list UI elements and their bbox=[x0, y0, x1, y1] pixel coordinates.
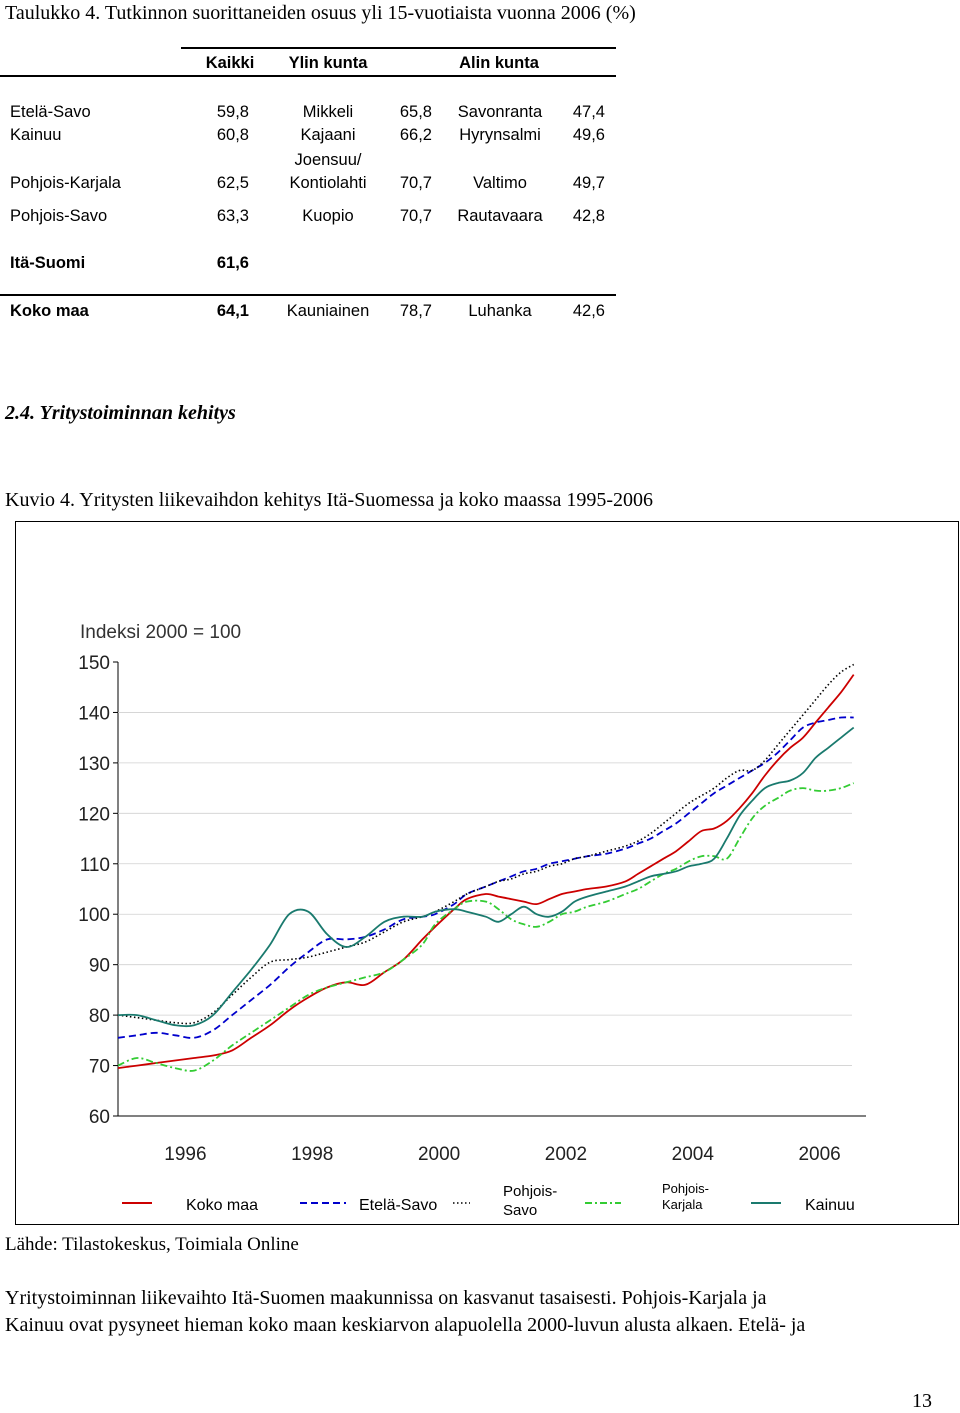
figure-caption: Kuvio 4. Yritysten liikevaihdon kehitys Itä-Suomessa ja koko maassa 1995-2006 bbox=[5, 489, 654, 511]
legend-label-pohjois-savo-2: Savo bbox=[503, 1202, 538, 1219]
x-tick-label: 1996 bbox=[164, 1144, 207, 1165]
y-axis-label: Indeksi 2000 = 100 bbox=[80, 622, 242, 643]
series-line-pohjois-karjala bbox=[118, 783, 854, 1071]
legend-label-pohjois-savo-1: Pohjois- bbox=[503, 1183, 558, 1200]
page-number: 13 bbox=[912, 1390, 932, 1412]
header-highest: Ylin kunta bbox=[288, 54, 368, 72]
body-paragraph bbox=[5, 1285, 805, 1339]
value-cell: 60,8 bbox=[216, 126, 249, 144]
x-tick-label: 2002 bbox=[544, 1144, 588, 1165]
x-tick-label: 1998 bbox=[291, 1144, 334, 1165]
municipality-cell: Kajaani bbox=[300, 126, 356, 144]
chart-axes bbox=[78, 653, 866, 1165]
series-line-kainuu bbox=[118, 728, 854, 1027]
y-tick-label: 100 bbox=[78, 905, 110, 927]
series-line-koko-maa bbox=[118, 675, 854, 1069]
body-line: Yritystoiminnan liikevaihto Itä-Suomen maakunnissa on kasvanut tasaisesti. Pohjois-Karjala ja bbox=[5, 1287, 767, 1309]
municipality-cell: Mikkeli bbox=[302, 103, 354, 121]
value-cell: 65,8 bbox=[399, 103, 432, 121]
legend-label-koko-maa: Koko maa bbox=[186, 1197, 259, 1214]
municipality-cell: Savonranta bbox=[457, 103, 543, 121]
y-tick-label: 110 bbox=[79, 854, 110, 876]
legend-label-pohjois-karjala-2: Karjala bbox=[662, 1197, 703, 1212]
value-cell: 62,5 bbox=[216, 174, 249, 192]
region-cell: Pohjois-Savo bbox=[10, 207, 108, 225]
municipality-cell: Kuopio bbox=[302, 207, 354, 225]
municipality-cell-line1: Joensuu/ bbox=[294, 151, 362, 169]
value-cell: 49,7 bbox=[572, 174, 605, 192]
region-cell: Etelä-Savo bbox=[10, 103, 91, 121]
municipality-cell: Kauniainen bbox=[286, 302, 370, 320]
value-cell: 78,7 bbox=[399, 302, 432, 320]
y-tick-label: 120 bbox=[78, 804, 110, 826]
x-tick-label: 2000 bbox=[417, 1144, 461, 1165]
header-lowest: Alin kunta bbox=[459, 54, 539, 72]
chart-series bbox=[118, 665, 854, 1071]
legend-label-etela-savo: Etelä-Savo bbox=[359, 1197, 438, 1214]
value-cell: 63,3 bbox=[216, 207, 249, 225]
municipality-cell: Rautavaara bbox=[457, 207, 543, 225]
y-tick-label: 140 bbox=[78, 703, 110, 725]
series-line-etela-savo bbox=[118, 717, 854, 1038]
series-line-pohjois-savo bbox=[118, 665, 854, 1024]
source-note: Lähde: Tilastokeskus, Toimiala Online bbox=[5, 1234, 299, 1255]
legend-label-pohjois-karjala-1: Pohjois- bbox=[662, 1181, 709, 1196]
y-tick-label: 130 bbox=[78, 753, 110, 775]
region-cell: Koko maa bbox=[10, 302, 89, 320]
y-tick-label: 90 bbox=[88, 955, 110, 977]
value-cell: 47,4 bbox=[572, 103, 605, 121]
y-tick-label: 60 bbox=[88, 1107, 110, 1128]
y-tick-label: 70 bbox=[88, 1056, 110, 1078]
value-cell: 42,8 bbox=[572, 207, 605, 225]
municipality-cell: Hyrynsalmi bbox=[459, 126, 541, 144]
value-cell: 61,6 bbox=[216, 254, 249, 272]
value-cell: 49,6 bbox=[572, 126, 605, 144]
municipality-cell: Valtimo bbox=[473, 174, 527, 192]
x-tick-label: 2006 bbox=[798, 1144, 841, 1165]
region-cell: Itä-Suomi bbox=[10, 254, 86, 272]
value-cell: 42,6 bbox=[572, 302, 605, 320]
region-cell: Pohjois-Karjala bbox=[10, 174, 121, 192]
value-cell: 64,1 bbox=[216, 302, 249, 320]
municipality-cell-line2: Kontiolahti bbox=[289, 174, 367, 192]
chart-legend bbox=[122, 1181, 855, 1219]
value-cell: 66,2 bbox=[399, 126, 432, 144]
body-line: Kainuu ovat pysyneet hieman koko maan keskiarvon alapuolella 2000-luvun alusta alkaen. Etelä- ja bbox=[5, 1314, 806, 1336]
region-cell: Kainuu bbox=[10, 126, 62, 144]
value-cell: 70,7 bbox=[399, 174, 432, 192]
value-cell: 59,8 bbox=[216, 103, 249, 121]
y-tick-label: 150 bbox=[78, 653, 110, 674]
municipality-cell: Luhanka bbox=[468, 302, 532, 320]
x-tick-label: 2004 bbox=[671, 1144, 714, 1165]
y-tick-label: 80 bbox=[88, 1006, 110, 1028]
header-all: Kaikki bbox=[205, 54, 255, 72]
table-caption: Taulukko 4. Tutkinnon suorittaneiden osuus yli 15-vuotiaista vuonna 2006 (%) bbox=[5, 2, 636, 24]
value-cell: 70,7 bbox=[399, 207, 432, 225]
section-heading: 2.4. Yritystoiminnan kehitys bbox=[5, 402, 236, 424]
legend-label-kainuu: Kainuu bbox=[805, 1197, 855, 1214]
